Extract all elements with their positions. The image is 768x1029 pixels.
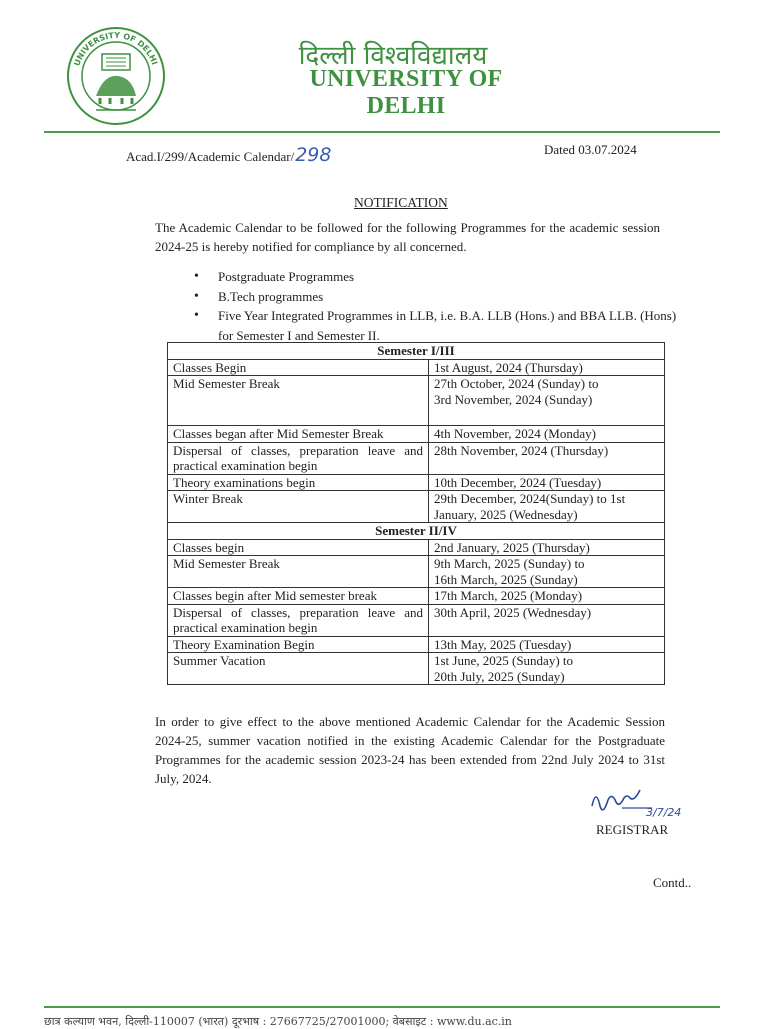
footer-address: छात्र कल्याण भवन, दिल्ली-110007 (भारत) दूरभाष : 27667725/27001000; वेबसाइट : www.du.ac.in: [44, 1015, 512, 1028]
table-row: [168, 376, 665, 426]
programme-list: [194, 267, 694, 345]
date-cell: 4th November, 2024 (Monday): [429, 426, 665, 443]
date-cell: 27th October, 2024 (Sunday) to 3rd November, 2024 (Sunday): [429, 376, 665, 426]
list-item: • B.Tech programmes: [194, 287, 694, 307]
date-cell: 2nd January, 2025 (Thursday): [429, 539, 665, 556]
table-row: [168, 588, 665, 605]
registrar-signature: [588, 784, 694, 824]
notification-title: NOTIFICATION: [354, 195, 448, 210]
table-row: [168, 474, 665, 491]
continued-note: Contd..: [653, 875, 692, 890]
date-cell: 28th November, 2024 (Thursday): [429, 442, 665, 474]
university-seal-logo: [66, 26, 166, 126]
semester-header-row: [168, 523, 665, 540]
registrar-title: REGISTRAR: [596, 822, 669, 837]
table-row: [168, 556, 665, 588]
table-row: [168, 491, 665, 523]
list-item: • Five Year Integrated Programmes in LLB, i.e. B.A. LLB (Hons.) and BBA LLB. (Hons) for Semester I and Semester II.: [194, 306, 694, 345]
event-cell: Classes begin after Mid semester break: [168, 588, 429, 605]
date-cell: 17th March, 2025 (Monday): [429, 588, 665, 605]
table-row: [168, 604, 665, 636]
date-cell: 1st August, 2024 (Thursday): [429, 359, 665, 376]
event-cell: Mid Semester Break: [168, 556, 429, 588]
signature-date: 3/7/24: [646, 806, 682, 819]
header-divider: [44, 131, 720, 133]
reference-number: [126, 144, 331, 166]
semester-title: Semester I/III: [168, 343, 665, 360]
handwritten-reference-number: 298: [295, 144, 332, 166]
table-row: [168, 653, 665, 685]
academic-calendar-table: [167, 342, 665, 685]
university-name-hindi: दिल्ली विश्वविद्यालय: [298, 41, 488, 71]
table-row: [168, 539, 665, 556]
event-cell: Theory Examination Begin: [168, 636, 429, 653]
date-cell: 13th May, 2025 (Tuesday): [429, 636, 665, 653]
date-cell: 1st June, 2025 (Sunday) to 20th July, 2025 (Sunday): [429, 653, 665, 685]
event-cell: Classes Begin: [168, 359, 429, 376]
event-cell: Classes begin: [168, 539, 429, 556]
university-name: UNIVERSITY OF DELHI: [309, 66, 503, 119]
semester-header-row: [168, 343, 665, 360]
event-cell: Classes began after Mid Semester Break: [168, 426, 429, 443]
reference-text: Acad.I/299/Academic Calendar/: [126, 149, 295, 164]
event-cell: Dispersal of classes, preparation leave and practical examination begin: [168, 442, 429, 474]
date-cell: 9th March, 2025 (Sunday) to 16th March, 2025 (Sunday): [429, 556, 665, 588]
list-item: • Postgraduate Programmes: [194, 267, 694, 287]
table-row: [168, 359, 665, 376]
footer-divider: [44, 1006, 720, 1008]
event-cell: Dispersal of classes, preparation leave and practical examination begin: [168, 604, 429, 636]
table-row: [168, 426, 665, 443]
event-cell: Summer Vacation: [168, 653, 429, 685]
date-cell: 10th December, 2024 (Tuesday): [429, 474, 665, 491]
date-cell: 30th April, 2025 (Wednesday): [429, 604, 665, 636]
date-line: Dated 03.07.2024: [544, 142, 637, 157]
event-cell: Theory examinations begin: [168, 474, 429, 491]
event-cell: Winter Break: [168, 491, 429, 523]
event-cell: Mid Semester Break: [168, 376, 429, 426]
svg-text:UNIVERSITY OF DELHI: UNIVERSITY OF DELHI: [72, 30, 160, 68]
date-cell: 29th December, 2024(Sunday) to 1st January, 2025 (Wednesday): [429, 491, 665, 523]
table-row: [168, 442, 665, 474]
table-row: [168, 636, 665, 653]
semester-title: Semester II/IV: [168, 523, 665, 540]
intro-paragraph: The Academic Calendar to be followed for the following Programmes for the academic session 2024-25 is hereby notified for compliance by all concerned.: [155, 220, 660, 254]
closing-paragraph: In order to give effect to the above mentioned Academic Calendar for the Academic Session 2024-25, summer vacation notified in the existing Academic Calendar for the Postgraduate Programmes for the academic session 2023-24 has been extended from 22nd July 2024 to 31st July, 2024.: [155, 714, 665, 786]
